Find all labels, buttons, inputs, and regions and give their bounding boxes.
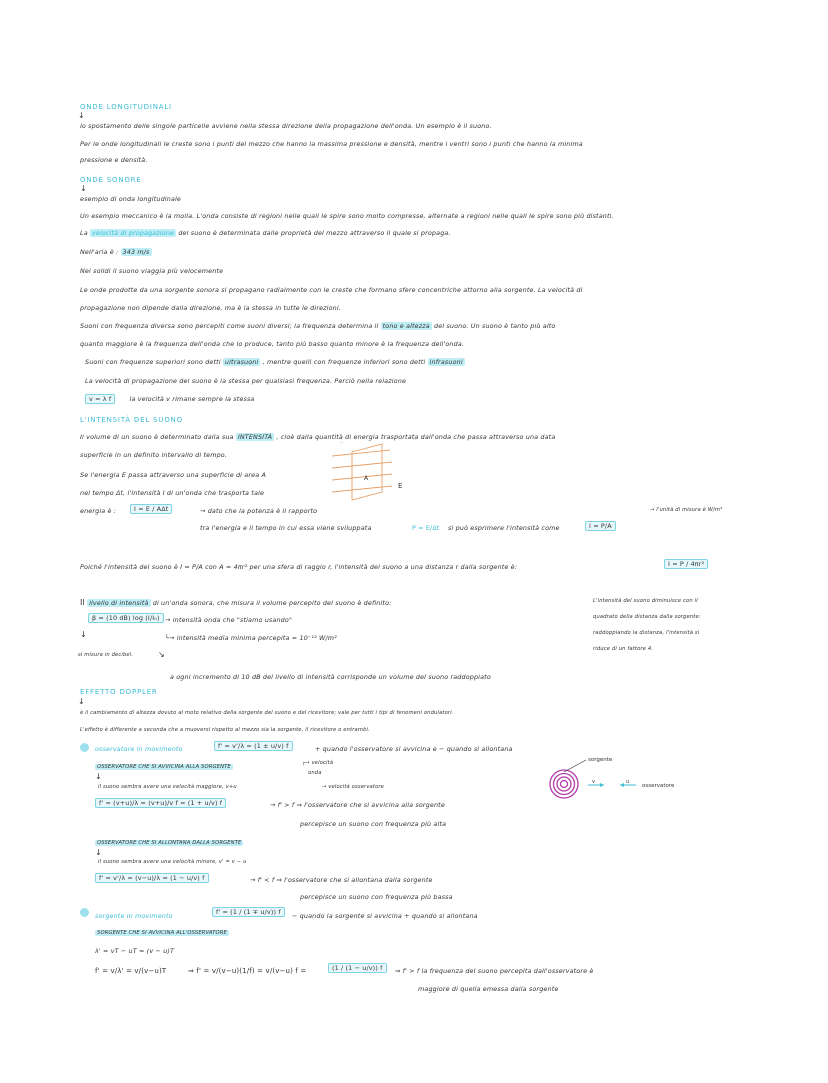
text-line: energia è : xyxy=(80,507,117,515)
text-span: dato che la potenza è il rapporto xyxy=(207,507,318,515)
text-line: → velocità osservatore xyxy=(322,784,385,790)
text-span: f' < f ⇒ l'osservatore che si allontana dalla sorgente xyxy=(257,876,433,884)
text-line: quanto maggiore è la frequenza dell'onda che lo produce, tanto più basso quanto minore è la frequenza dell'onda. xyxy=(80,340,465,348)
text-line: λ' = vT − uT = (v − u)T xyxy=(95,947,175,955)
text-line: raddoppiando la distanza, l'intensità si xyxy=(593,630,700,636)
text-line: L'effetto è differente a seconda che a muoversi rispetto al mezzo sia la sorgente, il ricevitore o entrambi. xyxy=(80,727,370,733)
fig-label-sorgente: sorgente xyxy=(588,757,613,763)
text-line: Se l'energia E passa attraverso una superficie di area A xyxy=(80,471,266,479)
formula-inverse-square xyxy=(664,560,708,568)
formula-i-pa xyxy=(585,522,616,530)
text-line: Le onde prodotte da una sorgente sonora si propagano radialmente con le creste che formano sfere concentriche attorno alla sorgente. La velocità di xyxy=(80,286,583,294)
text-span: , cioè dalla quantità di energia trasportata dall'onda che passa attraverso una data xyxy=(276,433,556,441)
section-title-onde-longitudinali: ONDE LONGITUDINALI xyxy=(80,103,172,111)
highlight-tono-altezza: tono e altezza xyxy=(382,322,430,330)
formula-recede xyxy=(95,874,209,882)
text-line: a ogni incremento di 10 dB del livello di intensità corrisponde un volume del suono raddoppiato xyxy=(170,673,491,681)
text-line: propagazione non dipende dalla direzione, ma è la stessa in tutte le direzioni. xyxy=(80,304,341,312)
text-span: , mentre quelli con frequenze inferiori sono detti xyxy=(262,358,426,366)
fig-label-e: E xyxy=(398,482,403,490)
fig-label-u: u xyxy=(626,779,630,785)
text-line xyxy=(80,248,152,256)
text-line: └→ intensità media minima percepita = 10⁻¹² W/m² xyxy=(165,634,337,642)
formula-source-result xyxy=(328,964,387,972)
text-line: superficie in un definito intervallo di tempo. xyxy=(80,451,228,459)
down-arrow-icon: ↓ xyxy=(78,111,85,120)
fig-label-a: A xyxy=(364,475,369,482)
highlight-intensita: INTENSITÀ xyxy=(237,433,273,441)
formula-box: (1 / (1 − u/v)) f xyxy=(328,963,387,973)
text-line: è il cambiamento di altezza dovuto al moto relativo della sorgente del suono e del ricevitore; vale per tutti i tipi di fenomeni ondulatori. xyxy=(80,710,454,716)
formula-box: f' = (v+u)/λ = (v+u)/v f = (1 + u/v) f xyxy=(95,798,226,808)
intensity-area-figure xyxy=(330,442,410,514)
down-arrow-icon: ↓ xyxy=(80,630,87,639)
formula-source xyxy=(212,908,285,916)
highlight-ultrasuoni: ultrasuoni xyxy=(224,358,259,366)
text-span: di un'onda sonora, che misura il volume percepito del suono è definito: xyxy=(152,599,392,607)
text-line: nel tempo Δt, l'intensità I di un'onda che trasporta tale xyxy=(80,489,265,497)
text-line xyxy=(80,322,555,330)
formula-box: f' = v'/λ = (v−u)/λ = (1 − u/v) f xyxy=(95,873,209,883)
highlight-343-ms: 343 m/s xyxy=(122,248,150,256)
section-title-effetto-doppler: EFFETTO DOPPLER xyxy=(80,688,158,696)
text-line: La velocità di propagazione del suono è la stessa per qualsiasi frequenza. Perciò nella relazione xyxy=(85,377,407,385)
formula-box: f' = v'/λ = (1 ± u/v) f xyxy=(214,741,293,751)
formula-intensity xyxy=(130,505,172,513)
text-line: il suono sembra avere una velocità maggiore, v+u xyxy=(98,784,237,790)
fig-label-osservatore: osservatore xyxy=(642,783,675,789)
formula-box: I = E / AΔt xyxy=(130,504,172,514)
text-line: L'intensità del suono diminuisce con il xyxy=(593,598,698,604)
text-span: intensità onda che "stiamo usando" xyxy=(172,616,293,624)
text-line xyxy=(85,358,465,366)
highlight-subtitle: OSSERVATORE CHE SI ALLONTANA DALLA SORGENTE xyxy=(97,840,242,846)
highlight-subtitle: OSSERVATORE CHE SI AVVICINA ALLA SORGENTE xyxy=(97,764,231,770)
text-line: pressione e densità. xyxy=(80,156,148,164)
formula-box: I = P/A xyxy=(585,521,616,531)
formula-box: f' = (1 / (1 ∓ u/v)) f xyxy=(212,907,285,917)
text-line: − quando la sorgente si avvicina + quando si allontana xyxy=(292,912,478,920)
text-span: Il volume di un suono è determinato dalla sua xyxy=(80,433,234,441)
text-line: → f' < f ⇒ l'osservatore che si allontana dalla sorgente xyxy=(250,876,433,884)
down-arrow-icon: ↘ xyxy=(158,650,165,659)
text-line: → l'unità di misura è W/m² xyxy=(650,507,723,513)
bullet-osservatore-movimento: osservatore in movimento xyxy=(95,745,183,753)
text-line: Un esempio meccanico è la molla. L'onda consiste di regioni nelle quali le spire sono molto compresse, alternate a regioni nelle quali le spire sono più distanti. xyxy=(80,212,614,220)
text-line: esempio di onda longitudinale xyxy=(80,195,181,203)
down-arrow-icon: ↓ xyxy=(95,772,102,781)
text-span: del suono. Un suono è tanto più alto xyxy=(434,322,556,330)
formula-source-approach: f' = v/λ' = v/(v−u)T xyxy=(95,967,167,975)
text-span: Suoni con frequenza diversa sono percepiti come suoni diversi; la frequenza determina il xyxy=(80,322,379,330)
text-line: quadrato della distanza dalla sorgente: xyxy=(593,614,701,620)
highlight-velocita-propagazione: velocità di propagazione xyxy=(91,229,175,237)
section-title-intensita: L'INTENSITÀ DEL SUONO xyxy=(80,416,183,424)
text-span: Il xyxy=(80,598,85,607)
highlight-infrasuoni: infrasuoni xyxy=(429,358,463,366)
text-line: Nei solidi il suono viaggia più velocemente xyxy=(80,267,224,275)
text-line: percepisce un suono con frequenza più bassa xyxy=(300,893,453,901)
text-line: maggiore di quella emessa dalla sorgente xyxy=(418,985,559,993)
formula-v-lambda-f: v = λ f xyxy=(85,394,115,404)
text-line: → intensità onda che "stiamo usando" xyxy=(165,616,293,624)
highlight-livello-intensita: livello di intensità xyxy=(89,599,149,607)
text-span: La xyxy=(80,229,88,237)
subtitle xyxy=(95,930,229,936)
text-span: l'unità di misura è W/m² xyxy=(656,507,723,513)
text-span: la velocità v rimane sempre la stessa xyxy=(129,395,255,403)
text-line: Poiché l'intensità del suono è I = P/A con A = 4πr² per una sfera di raggio r, l'intensità del suono a una distanza r dalla sorgente è: xyxy=(80,563,518,571)
down-arrow-icon: ↓ xyxy=(78,697,85,706)
text-line: percepisce un suono con frequenza più alta xyxy=(300,820,447,828)
text-line: → f' > f ⇒ l'osservatore che si avvicina alla sorgente xyxy=(270,801,445,809)
down-arrow-icon: ↓ xyxy=(80,184,87,193)
text-line xyxy=(80,229,451,237)
text-line: + quando l'osservatore si avvicina e − quando si allontana xyxy=(315,745,513,753)
text-line: tra l'energia e il tempo in cui essa viene sviluppata xyxy=(200,524,372,532)
text-span: Suoni con frequenze superiori sono detti xyxy=(85,358,221,366)
highlight-subtitle: SORGENTE CHE SI AVVICINA ALL'OSSERVATORE xyxy=(97,930,227,936)
bullet-dot-icon xyxy=(80,743,89,752)
formula-box: β = (10 dB) log (I/I₀) xyxy=(88,613,164,623)
text-line: ⇒ f' > f la frequenza del suono percepita dall'osservatore è xyxy=(395,967,594,975)
note: ┌→ velocità xyxy=(302,760,334,766)
text-line xyxy=(80,598,391,607)
fig-label-v: v xyxy=(592,779,595,785)
down-arrow-icon: ↓ xyxy=(95,848,102,857)
bullet-dot-icon xyxy=(80,908,89,917)
text-span: del suono è determinata dalle proprietà del mezzo attraverso il quale si propaga. xyxy=(178,229,451,237)
doppler-figure xyxy=(540,752,720,812)
formula-approach xyxy=(95,799,226,807)
text-line: lo spostamento delle singole particelle avviene nella stessa direzione della propagazione dell'onda. Un esempio è il suono. xyxy=(80,122,492,130)
text-span: velocità osservatore xyxy=(328,784,385,790)
text-span: intensità media minima percepita = 10⁻¹² W/m² xyxy=(176,634,337,642)
text-line: si può esprimere l'intensità come xyxy=(448,524,560,532)
formula-observer xyxy=(214,742,293,750)
text-line: riduce di un fattore 4. xyxy=(593,646,654,652)
text-line xyxy=(85,395,255,403)
text-line: → dato che la potenza è il rapporto xyxy=(200,507,318,515)
bullet-sorgente-movimento: sorgente in movimento xyxy=(95,912,173,920)
text-span: f' > f ⇒ l'osservatore che si avvicina alla sorgente xyxy=(277,801,445,809)
formula-power: P = E/Δt xyxy=(412,524,440,532)
formula-box: I = P / 4πr² xyxy=(664,559,708,569)
subtitle xyxy=(95,764,233,770)
section-title-onde-sonore: ONDE SONORE xyxy=(80,176,142,184)
text-line: si misura in decibel. xyxy=(78,652,134,658)
text-line xyxy=(80,433,555,441)
formula-source-approach-2: ⇒ f' = v/(v−u)(1/f) = v/(v−u) f = xyxy=(188,967,307,975)
subtitle xyxy=(95,840,243,846)
text-line: il suono sembra avere una velocità minore, v' = v − u xyxy=(98,859,247,865)
formula-decibel xyxy=(88,614,164,622)
text-span: Nell'aria è : xyxy=(80,248,119,256)
note: onda xyxy=(308,770,322,776)
text-span: velocità xyxy=(311,760,334,766)
text-line: Per le onde longitudinali le creste sono i punti del mezzo che hanno la massima pressione e densità, mentre i ventri sono i punti che hanno la minima xyxy=(80,140,583,148)
